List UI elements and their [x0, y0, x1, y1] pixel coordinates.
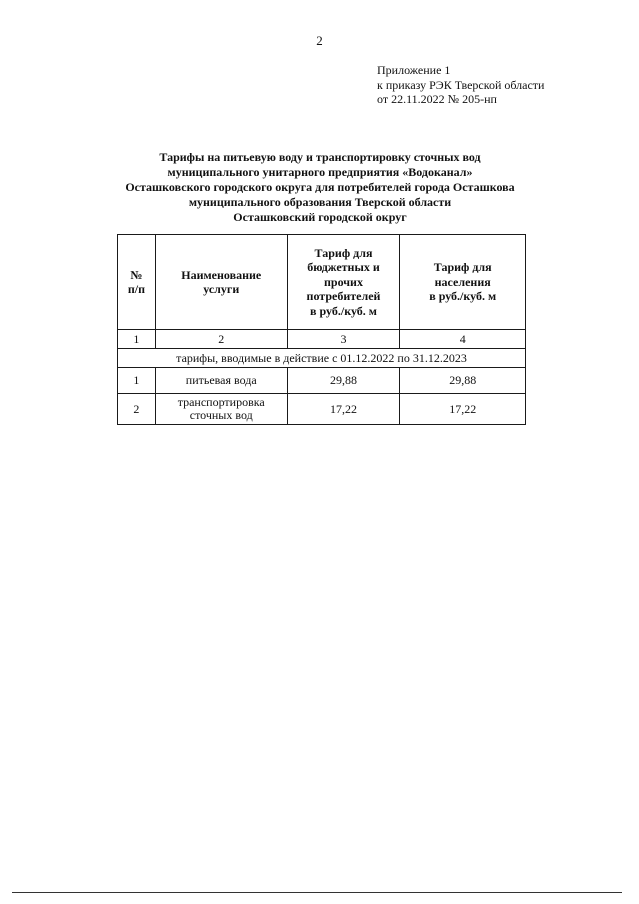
- row-budget-tariff: 17,22: [287, 394, 400, 425]
- appendix-block: [377, 63, 544, 107]
- title-line: Тарифы на питьевую воду и транспортировку сточных вод: [159, 150, 481, 164]
- row-budget-tariff: 29,88: [287, 368, 400, 394]
- title-line: муниципального образования Тверской области: [188, 195, 452, 209]
- header-service: Наименование услуги: [155, 235, 287, 330]
- title-line: Осташковский городской округ: [233, 210, 407, 224]
- row-service: питьевая вода: [155, 368, 287, 394]
- table-row: [118, 394, 526, 425]
- table-row: [118, 368, 526, 394]
- column-number: 1: [118, 330, 156, 349]
- row-population-tariff: 17,22: [400, 394, 526, 425]
- header-population-tariff: Тариф для населения в руб./куб. м: [400, 235, 526, 330]
- column-number: 2: [155, 330, 287, 349]
- bottom-divider: [12, 892, 622, 893]
- tariff-table: [117, 234, 526, 425]
- row-population-tariff: 29,88: [400, 368, 526, 394]
- document-title: [90, 150, 550, 225]
- appendix-date-line: от 22.11.2022 № 205-нп: [377, 92, 497, 106]
- row-number: 2: [118, 394, 156, 425]
- header-number: № п/п: [118, 235, 156, 330]
- appendix-order-line: к приказу РЭК Тверской области: [377, 77, 545, 92]
- column-number-row: [118, 330, 526, 349]
- column-number: 3: [287, 330, 400, 349]
- table-header-row: [118, 235, 526, 330]
- title-line: муниципального унитарного предприятия «Водоканал»: [167, 165, 473, 179]
- header-budget-tariff: Тариф для бюджетных и прочих потребителей в руб./куб. м: [287, 235, 400, 330]
- period-label: тарифы, вводимые в действие с 01.12.2022 по 31.12.2023: [118, 349, 526, 368]
- appendix-line: Приложение 1: [377, 63, 451, 77]
- page-number: 2: [316, 33, 323, 48]
- column-number: 4: [400, 330, 526, 349]
- row-service: транспортировка сточных вод: [155, 394, 287, 425]
- period-row: [118, 349, 526, 368]
- title-line: Осташковского городского округа для потребителей города Осташкова: [125, 180, 515, 194]
- row-number: 1: [118, 368, 156, 394]
